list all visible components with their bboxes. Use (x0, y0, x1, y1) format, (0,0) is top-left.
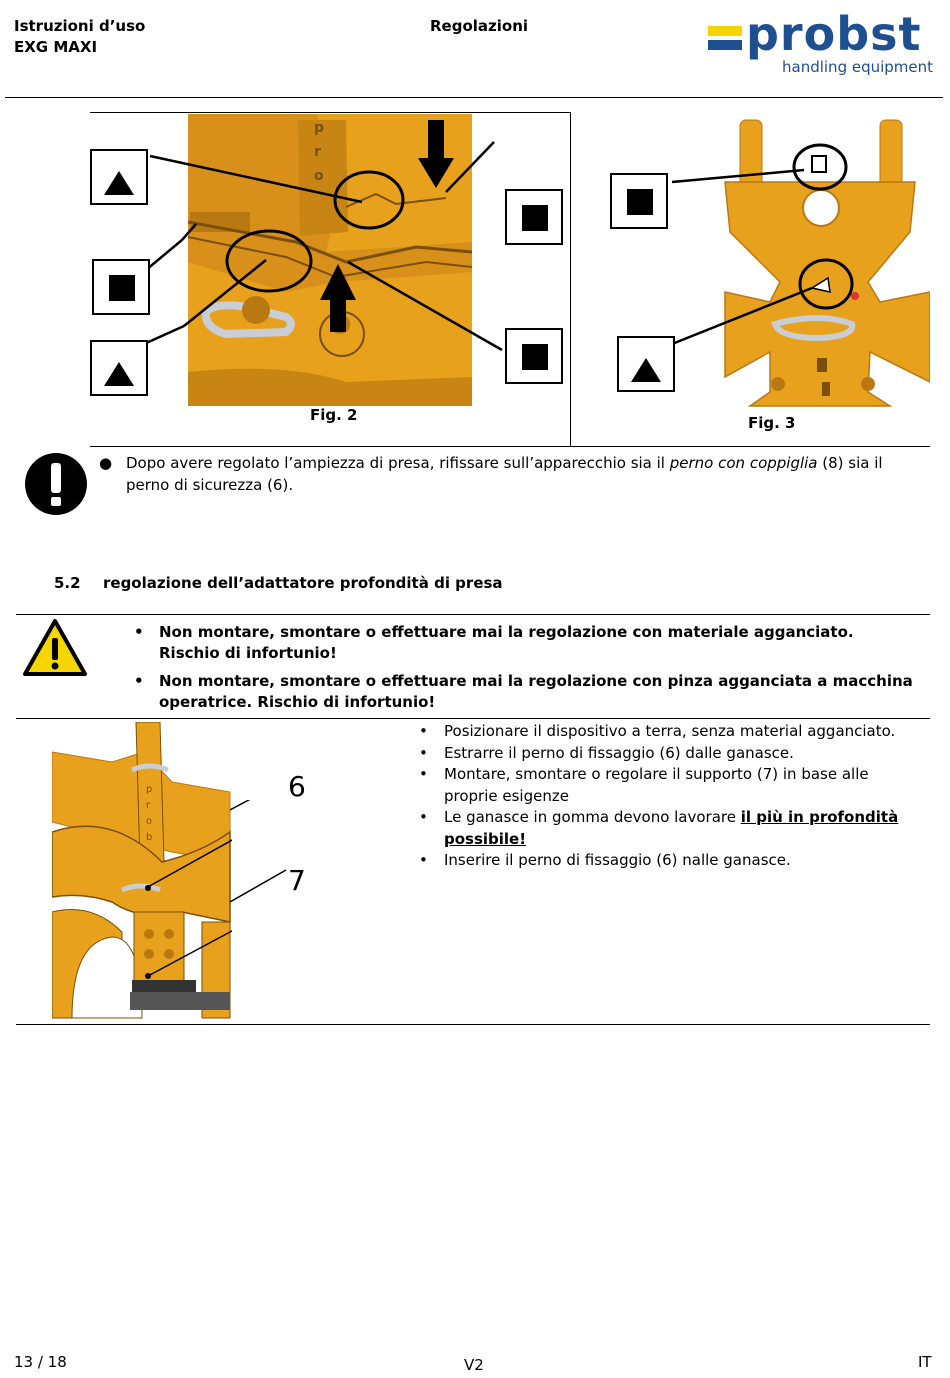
section-title: regolazione dell’adattatore profondità di presa (103, 574, 503, 592)
header-rule (5, 97, 943, 98)
step-text: Inserire il perno di fissaggio (6) nalle ganasce. (444, 851, 791, 869)
figure-table-divider (570, 112, 571, 446)
square-symbol-icon (507, 330, 561, 382)
svg-text:o: o (146, 816, 153, 827)
triangle-symbol-icon (92, 151, 146, 203)
probst-logo (706, 7, 934, 80)
bullet-icon: • (419, 851, 428, 869)
bullet-icon: • (419, 743, 428, 762)
fig2-square-box-3 (505, 328, 563, 384)
warning-item (134, 671, 919, 713)
notice-pre: Dopo avere regolato l’ampiezza di presa, rifissare sull’apparecchio sia il (126, 454, 670, 472)
notice-italic: perno con coppiglia (669, 454, 818, 472)
fig2-triangle-box-2 (90, 340, 148, 396)
header-model: EXG MAXI (14, 38, 98, 56)
warning-text: Non montare, smontare o effettuare mai la regolazione con materiale agganciato. Rischio di infortunio! (159, 623, 854, 662)
footer-lang: IT (918, 1353, 932, 1371)
warning-box-bottom (16, 718, 930, 719)
header-section: Regolazioni (430, 17, 529, 35)
bullet-icon: ● (99, 454, 113, 472)
warning-box-top (16, 614, 930, 615)
footer-page: 13 / 18 (14, 1353, 67, 1371)
bullet-icon: • (134, 623, 144, 641)
square-symbol-icon (612, 175, 666, 227)
fig2-square-box-2 (505, 189, 563, 245)
section-bottom-rule (16, 1024, 930, 1025)
step-item (419, 850, 924, 872)
step-item (419, 807, 924, 850)
svg-text:r: r (314, 144, 321, 160)
step-text: Estrarre il perno di fissaggio (6) dalle ganasce. (444, 743, 794, 762)
step-text: Le ganasce in gomma devono lavorare (444, 808, 741, 826)
step-text: Montare, smontare o regolare il supporto (7) in base alle proprie esigenze (444, 765, 869, 805)
step-emphasis: il più in profondità possibile! (444, 808, 899, 848)
triangle-symbol-icon (619, 338, 673, 390)
fig3-triangle-box (617, 336, 675, 392)
footer-version: V2 (464, 1356, 484, 1374)
warning-text: Non montare, smontare o effettuare mai la regolazione con pinza agganciata a macchina operatrice. Rischio di infortunio! (159, 672, 913, 711)
fig3-illustration (600, 112, 930, 446)
header-doc-type: Istruzioni d’uso (14, 17, 146, 35)
svg-text:r: r (146, 800, 151, 811)
step-text: Posizionare il dispositivo a terra, senza material agganciato. (444, 722, 896, 740)
fig2-triangle-box-1 (90, 149, 148, 205)
callout-6: 6 (288, 770, 306, 803)
bullet-icon: • (419, 765, 428, 783)
fig3-square-box (610, 173, 668, 229)
triangle-symbol-icon (92, 342, 146, 394)
notice-post: (8) sia il perno di sicurezza (6). (126, 454, 883, 494)
square-symbol-icon (94, 261, 148, 313)
bullet-icon: • (419, 808, 428, 826)
logo-tagline: handling equipment (782, 58, 934, 76)
svg-text:p: p (146, 784, 153, 795)
section-number: 5.2 (54, 574, 81, 592)
callout-7: 7 (288, 864, 306, 897)
fig2-label: Fig. 2 (310, 406, 358, 424)
bullet-icon: • (419, 722, 428, 740)
logo-brand: probst (746, 7, 922, 61)
step-item (419, 764, 924, 807)
warning-item (134, 622, 919, 664)
callout-leaders (230, 800, 290, 910)
exclamation-icon (24, 452, 88, 516)
fig3-label: Fig. 3 (748, 414, 796, 432)
svg-text:o: o (314, 168, 324, 184)
warning-triangle-icon (22, 618, 88, 678)
step-item (419, 743, 924, 765)
svg-text:b: b (146, 832, 153, 843)
square-symbol-icon (507, 191, 561, 243)
warning-list (134, 622, 919, 720)
fig2-square-box-1 (92, 259, 150, 315)
svg-text:p: p (314, 120, 325, 136)
logo-blue-bar (708, 40, 742, 50)
logo-yellow-bar (708, 26, 742, 36)
figure-table-bottom (90, 446, 930, 447)
fig2-illustration (86, 112, 570, 446)
step-list (419, 721, 924, 872)
adapter-illustration (52, 722, 232, 1020)
notice-text (99, 452, 926, 496)
step-item (419, 721, 924, 743)
bullet-icon: • (134, 672, 144, 690)
